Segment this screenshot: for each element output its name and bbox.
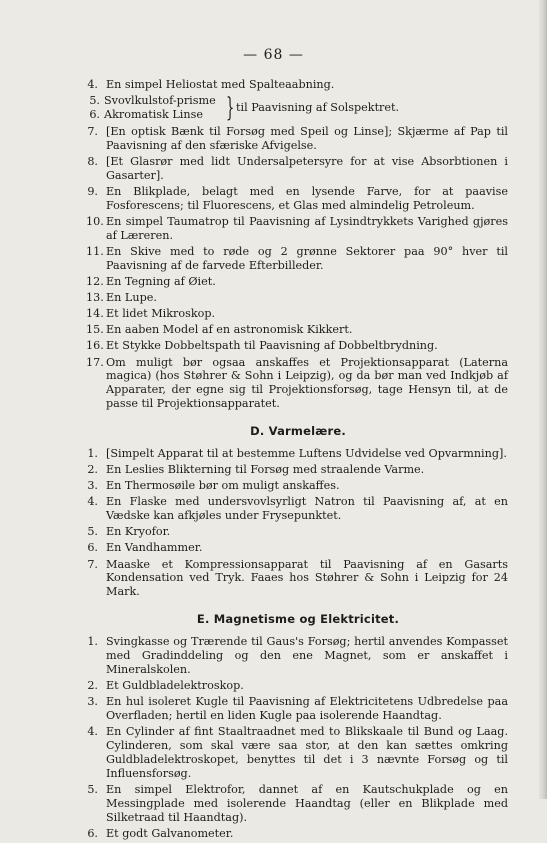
list-item (88, 558, 508, 600)
item-text: En Leslies Blikterning til Forsøg med straalende Varme. (106, 463, 425, 477)
list-item (88, 827, 508, 841)
item-number: 13. (86, 291, 104, 305)
brace-text: til Paavisning af Solspektret. (236, 101, 400, 115)
item-number: 14. (86, 307, 104, 321)
item-number: 2. (87, 463, 98, 477)
item-number: 5. (89, 94, 100, 108)
item-number: 7. (87, 557, 98, 571)
list-item (88, 447, 508, 461)
item-text: Et lidet Mikroskop. (106, 307, 216, 321)
list-item (88, 125, 508, 153)
item-text: En simpel Elektrofor, dannet af en Kautschukplade og en Messingplade med isolerende Haandtag (eller en Blikplade med Silketraad til Haandtag). (106, 783, 508, 824)
page-content (88, 78, 508, 843)
item-text: En Thermosøile bør om muligt anskaffes. (106, 479, 340, 493)
brace-group (88, 94, 508, 123)
item-number: 1. (87, 447, 98, 461)
item-number: 6. (87, 541, 98, 555)
item-number: 2. (87, 679, 98, 693)
item-text: En Blikplade, belagt med en lysende Farve, for at paavise Fosforescens; til Fluorescens, et Glas med almindelig Petroleum. (106, 185, 508, 212)
item-number: 4. (87, 495, 98, 509)
brace-glyph: } (226, 93, 235, 124)
item-number: 12. (86, 275, 104, 289)
item-text: En simpel Heliostat med Spalteaabning. (106, 78, 335, 91)
item-text: Svovlkulstof-prisme (104, 94, 216, 108)
item-number: 17. (86, 355, 104, 369)
item-text: Akromatisk Linse (104, 108, 203, 122)
item-text: En Flaske med undersvovlsyrligt Natron til Paavisning af, at en Vædske kan afkjøles under Frysepunktet. (106, 495, 508, 523)
list-item (88, 479, 508, 493)
list-item (88, 323, 508, 337)
list-item (88, 541, 508, 555)
list-item (88, 245, 508, 273)
list-item (88, 275, 508, 289)
item-text: En hul isoleret Kugle til Paavisning af Elektricitetens Udbredelse paa Overfladen; hertil en liden Kugle paa isolerende Haandtag. (106, 695, 508, 723)
list-item (88, 725, 508, 781)
list-item (88, 695, 508, 723)
item-text: En aaben Model af en astronomisk Kikkert. (106, 323, 353, 337)
list-item (88, 783, 508, 825)
list-item (88, 185, 508, 213)
item-text: Et Stykke Dobbeltspath til Paavisning af Dobbeltbrydning. (106, 339, 438, 353)
list-item (88, 463, 508, 477)
item-number: 5. (87, 783, 98, 796)
item-text: [Et Glasrør med lidt Undersalpetersyre for at vise Absorbtionen i Gasarter]. (106, 155, 508, 182)
item-text: [Simpelt Apparat til at bestemme Luftens Udvidelse ved Opvarmning]. (106, 447, 507, 461)
item-text: En Tegning af Øiet. (106, 275, 216, 289)
section-heading-magnetisme: E. Magnetisme og Elektricitet. (196, 612, 400, 627)
item-number: 16. (86, 339, 104, 353)
item-text: Svingkasse og Trærende til Gaus's Forsøg; hertil anvendes Kompasset med Gradinddeling og den ene Magnet, som er anskaffet i Mineralskolen. (106, 635, 508, 676)
list-item (88, 525, 508, 539)
section-heading-varmelaere: D. Varmelære. (250, 424, 346, 439)
list-item (88, 339, 508, 353)
item-number: 3. (87, 479, 98, 493)
list-item (88, 356, 508, 412)
page-number: — 68 — (243, 47, 304, 63)
item-number: 7. (87, 125, 98, 139)
item-number: 3. (87, 695, 98, 709)
item-text: En Lupe. (106, 291, 157, 305)
item-text: Et godt Galvanometer. (106, 826, 234, 840)
item-text: Maaske et Kompressionsapparat til Paavisning af en Gasarts Kondensation ved Tryk. Faaes hos Støhrer & Sohn i Leipzig for 24 Mark. (106, 557, 508, 599)
item-number: 4. (87, 78, 98, 91)
list-item (88, 635, 508, 677)
item-text: En Kryofor. (106, 525, 171, 539)
item-text: En Cylinder af fint Staaltraadnet med to Blikskaale til Bund og Laag. Cylinderen, som skal være saa stor, at den kan sættes omkring Guldbladelektroskopet, benyttes til det i 3 nævnte Forsøg og til Influensforsøg. (106, 725, 508, 780)
page-edge-shadow (539, 0, 547, 799)
item-text: [En optisk Bænk til Forsøg med Speil og Linse]; Skjærme af Pap til Paavisning af den sfæriske Afvigelse. (106, 125, 508, 152)
item-text: En simpel Taumatrop til Paavisning af Lysindtrykkets Varighed gjøres af Læreren. (106, 215, 508, 242)
list-item (88, 307, 508, 321)
item-number: 4. (87, 725, 98, 739)
item-text: En Skive med to røde og 2 grønne Sektorer paa 90° hver til Paavisning af de farvede Efterbilleder. (106, 245, 508, 272)
item-number: 11. (86, 245, 104, 259)
item-number: 15. (86, 323, 104, 337)
item-number: 6. (89, 108, 100, 122)
list-item (88, 679, 508, 693)
item-number: 8. (87, 155, 98, 169)
list-item (88, 495, 508, 523)
item-number: 5. (87, 525, 98, 539)
item-text: Om muligt bør ogsaa anskaffes et Projektionsapparat (Laterna magica) (hos Støhrer & Sohn i Leipzig), og da bør man ved Indkjøb af Apparater, der egne sig til Projektionsforsøg, tage Hensyn til, at de passe til Projektionsapparatet. (106, 355, 508, 411)
list-item (88, 78, 508, 92)
list-item (88, 291, 508, 305)
item-number: 9. (87, 185, 98, 199)
item-number: 1. (87, 635, 98, 649)
item-text: Et Guldbladelektroskop. (106, 679, 244, 693)
item-number: 10. (86, 215, 104, 229)
list-item (88, 215, 508, 243)
item-number: 6. (87, 826, 98, 840)
item-text: En Vandhammer. (106, 541, 203, 555)
list-item (88, 155, 508, 183)
